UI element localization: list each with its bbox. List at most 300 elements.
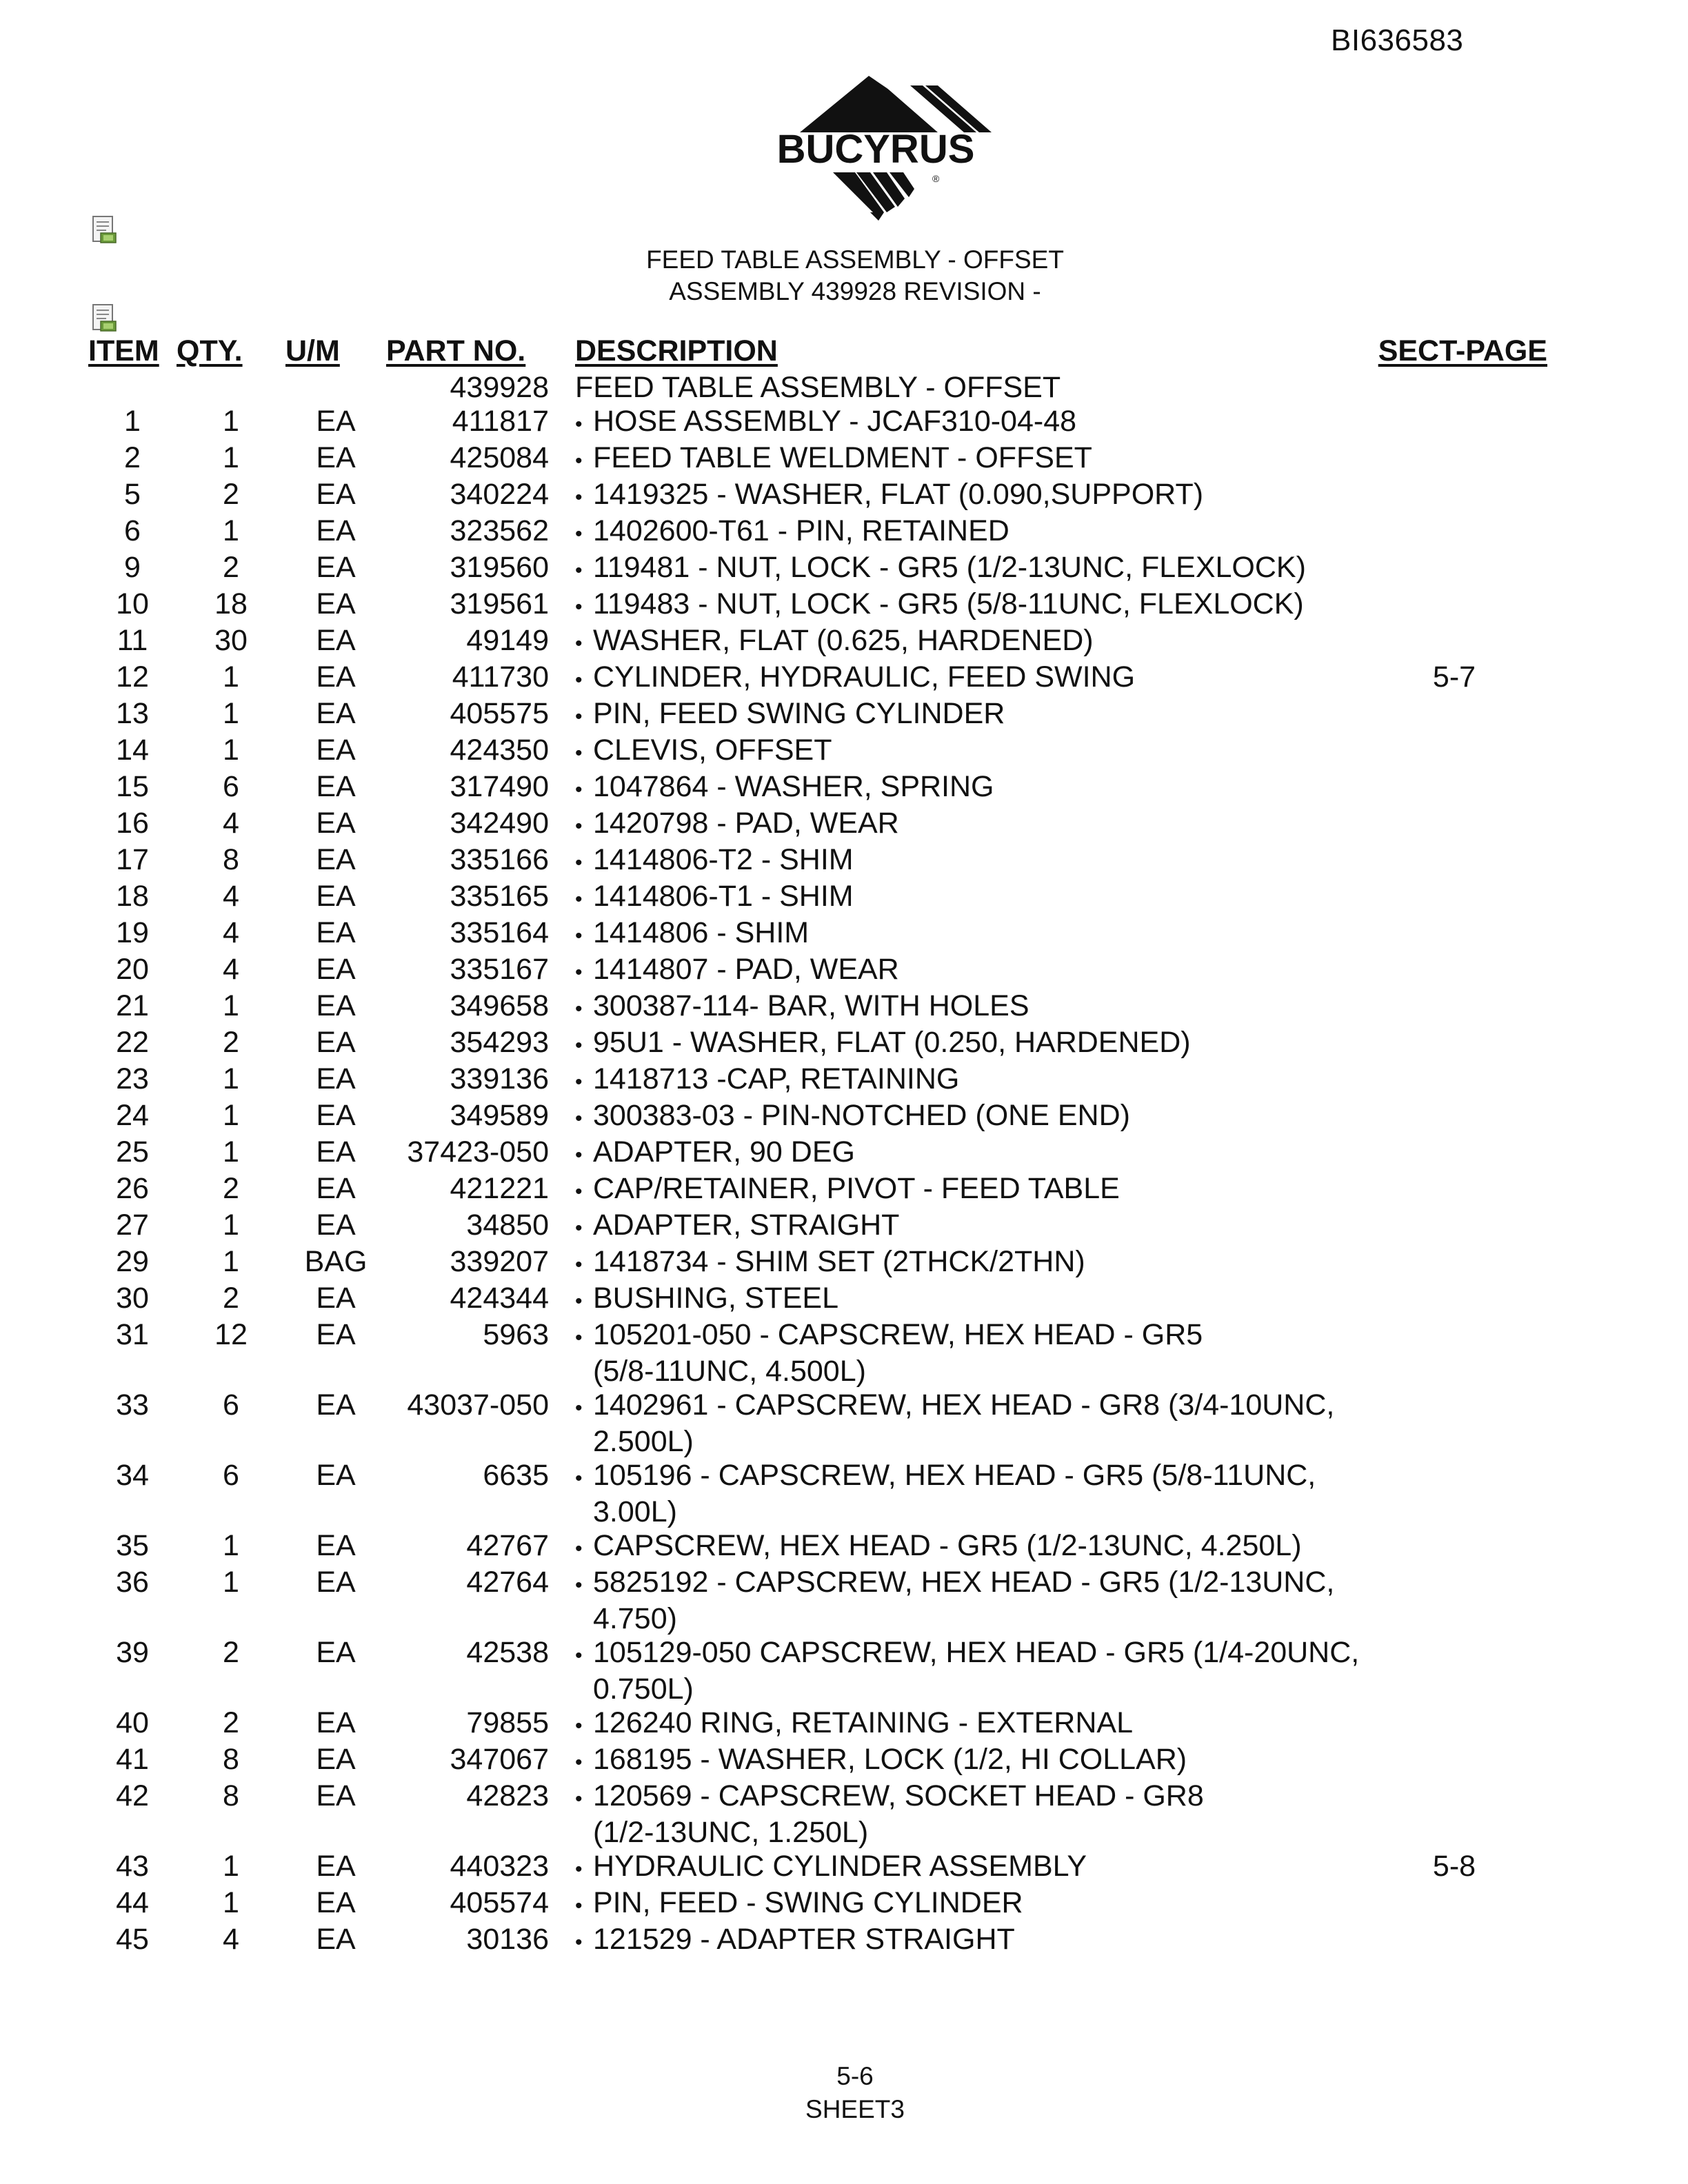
description-cell [575, 1850, 1361, 1886]
description: 105196 - CAPSCREW, HEX HEAD - GR5 (5/8-11UNC, [593, 1459, 1316, 1492]
description: 121529 - ADAPTER STRAIGHT [593, 1923, 1015, 1956]
unit-of-measure: EA [316, 478, 356, 511]
item-number: 34 [116, 1459, 149, 1492]
part-number: 421221 [450, 1172, 549, 1205]
description-cell [575, 1459, 1361, 1529]
item-number: 45 [116, 1923, 149, 1956]
svg-text:®: ® [932, 173, 940, 184]
item-number: 6 [124, 514, 141, 547]
unit-of-measure: EA [316, 1026, 356, 1059]
sect-page-ref [1361, 1209, 1547, 1245]
sect-page-ref [1361, 514, 1547, 551]
description: 5825192 - CAPSCREW, HEX HEAD - GR5 (1/2-13UNC, [593, 1566, 1335, 1599]
part-number: 440323 [450, 1850, 549, 1883]
description: CLEVIS, OFFSET [593, 734, 832, 767]
part-number: 319561 [450, 587, 549, 620]
bullet-icon: • [575, 705, 583, 728]
quantity: 2 [223, 1706, 239, 1739]
part-number: 424344 [450, 1282, 549, 1315]
bullet-icon: • [575, 486, 583, 509]
quantity: 30 [214, 624, 248, 657]
unit-of-measure: EA [316, 1886, 356, 1919]
table-row [88, 880, 1547, 916]
description-cell [575, 1318, 1361, 1388]
bullet-icon: • [575, 1144, 583, 1166]
bullet-icon: • [575, 815, 583, 838]
quantity: 12 [214, 1318, 248, 1351]
sect-page-ref [1361, 1529, 1547, 1566]
item-number: 5 [124, 478, 141, 511]
bullet-icon: • [575, 449, 583, 472]
part-number: 6635 [483, 1459, 549, 1492]
description-cell [575, 551, 1361, 587]
quantity: 1 [223, 1099, 239, 1132]
description-continuation: (1/2-13UNC, 1.250L) [593, 1816, 869, 1849]
quantity: 1 [223, 405, 239, 438]
sect-page-ref [1361, 989, 1547, 1026]
description-cell [575, 478, 1361, 514]
table-row [88, 1886, 1547, 1923]
assembly-part-no: 439928 [450, 371, 549, 404]
title-line-2: ASSEMBLY 439928 REVISION - [669, 277, 1041, 305]
description: 1414807 - PAD, WEAR [593, 953, 899, 986]
column-header-qty: QTY. [177, 334, 243, 367]
part-number: 335166 [450, 843, 549, 876]
part-number: 42823 [466, 1779, 549, 1812]
bullet-icon: • [575, 888, 583, 911]
unit-of-measure: EA [316, 405, 356, 438]
quantity: 1 [223, 441, 239, 474]
sect-page-ref [1361, 1099, 1547, 1135]
quantity: 1 [223, 697, 239, 730]
quantity: 2 [223, 478, 239, 511]
description-cell [575, 660, 1361, 697]
unit-of-measure: EA [316, 1743, 356, 1776]
table-row [88, 1779, 1547, 1850]
item-number: 35 [116, 1529, 149, 1562]
table-row [88, 734, 1547, 770]
unit-of-measure: EA [316, 624, 356, 657]
bullet-icon: • [575, 1574, 583, 1597]
sect-page-ref [1361, 1245, 1547, 1282]
bullet-icon: • [575, 1034, 583, 1057]
bullet-icon: • [575, 523, 583, 545]
sect-page-ref [1361, 770, 1547, 807]
description-cell [575, 1566, 1361, 1636]
quantity: 18 [214, 587, 248, 620]
part-number: 42767 [466, 1529, 549, 1562]
column-header-description: DESCRIPTION [575, 334, 778, 367]
item-number: 27 [116, 1209, 149, 1242]
sect-page-ref [1361, 1459, 1547, 1529]
column-header-um: U/M [285, 334, 340, 367]
sect-page-ref [1361, 916, 1547, 953]
table-row [88, 551, 1547, 587]
part-number: 37423-050 [407, 1135, 549, 1169]
description-cell [575, 1779, 1361, 1850]
part-number: 335164 [450, 916, 549, 949]
description-cell [575, 1026, 1361, 1062]
unit-of-measure: BAG [304, 1245, 368, 1278]
part-number: 335165 [450, 880, 549, 913]
description-continuation: 2.500L) [593, 1425, 694, 1458]
description: 1047864 - WASHER, SPRING [593, 770, 994, 803]
part-number: 42764 [466, 1566, 549, 1599]
bullet-icon: • [575, 1071, 583, 1093]
sect-page-ref [1361, 405, 1547, 441]
document-icon[interactable] [91, 215, 119, 245]
sect-page-ref [1361, 441, 1547, 478]
unit-of-measure: EA [316, 989, 356, 1022]
item-number: 2 [124, 441, 141, 474]
unit-of-measure: EA [316, 1706, 356, 1739]
item-number: 18 [116, 880, 149, 913]
table-row [88, 843, 1547, 880]
item-number: 15 [116, 770, 149, 803]
item-number: 31 [116, 1318, 149, 1351]
part-number: 319560 [450, 551, 549, 584]
item-number: 26 [116, 1172, 149, 1205]
assembly-description: FEED TABLE ASSEMBLY - OFFSET [575, 371, 1061, 404]
unit-of-measure: EA [316, 1135, 356, 1169]
description-cell [575, 880, 1361, 916]
quantity: 1 [223, 1245, 239, 1278]
bullet-icon: • [575, 1715, 583, 1737]
bullet-icon: • [575, 1107, 583, 1130]
quantity: 1 [223, 660, 239, 694]
table-row [88, 660, 1547, 697]
table-row [88, 1743, 1547, 1779]
table-row [88, 916, 1547, 953]
quantity: 4 [223, 916, 239, 949]
table-row [88, 1923, 1547, 1959]
part-number: 30136 [466, 1923, 549, 1956]
description: 1418734 - SHIM SET (2THCK/2THN) [593, 1245, 1085, 1278]
bullet-icon: • [575, 669, 583, 691]
item-number: 43 [116, 1850, 149, 1883]
bullet-icon: • [575, 998, 583, 1020]
item-number: 21 [116, 989, 149, 1022]
sect-page-ref [1361, 1062, 1547, 1099]
table-header-row [88, 332, 1547, 371]
bullet-icon: • [575, 1397, 583, 1419]
table-row [88, 1636, 1547, 1706]
table-row [88, 697, 1547, 734]
unit-of-measure: EA [316, 697, 356, 730]
sect-page-ref [1361, 1566, 1547, 1636]
description-cell [575, 1172, 1361, 1209]
quantity: 2 [223, 1636, 239, 1669]
part-number: 43037-050 [407, 1388, 549, 1422]
part-number: 342490 [450, 807, 549, 840]
quantity: 2 [223, 1026, 239, 1059]
bullet-icon: • [575, 596, 583, 618]
item-number: 25 [116, 1135, 149, 1169]
item-number: 40 [116, 1706, 149, 1739]
table-row [88, 441, 1547, 478]
description: HOSE ASSEMBLY - JCAF310-04-48 [593, 405, 1077, 438]
quantity: 2 [223, 1282, 239, 1315]
sect-page-ref [1361, 478, 1547, 514]
description-cell [575, 1743, 1361, 1779]
table-row [88, 587, 1547, 624]
unit-of-measure: EA [316, 1850, 356, 1883]
item-number: 23 [116, 1062, 149, 1095]
description: 1414806-T2 - SHIM [593, 843, 854, 876]
document-icon[interactable] [91, 303, 119, 334]
description: 105201-050 - CAPSCREW, HEX HEAD - GR5 [593, 1318, 1203, 1351]
quantity: 8 [223, 1779, 239, 1812]
description: PIN, FEED - SWING CYLINDER [593, 1886, 1023, 1919]
quantity: 1 [223, 1135, 239, 1169]
quantity: 1 [223, 1850, 239, 1883]
description-cell [575, 1062, 1361, 1099]
item-number: 44 [116, 1886, 149, 1919]
column-header-item: ITEM [88, 334, 159, 367]
item-number: 11 [117, 624, 148, 657]
description-cell [575, 587, 1361, 624]
description: 1414806-T1 - SHIM [593, 880, 854, 913]
sect-page-ref [1361, 587, 1547, 624]
sect-page-ref [1361, 1135, 1547, 1172]
quantity: 1 [223, 989, 239, 1022]
item-number: 22 [116, 1026, 149, 1059]
table-row [88, 1172, 1547, 1209]
description-cell [575, 1923, 1361, 1959]
parts-table-body [88, 371, 1547, 1959]
table-row [88, 1245, 1547, 1282]
bullet-icon: • [575, 1467, 583, 1490]
description: 120569 - CAPSCREW, SOCKET HEAD - GR8 [593, 1779, 1204, 1812]
bullet-icon: • [575, 1217, 583, 1240]
description-cell [575, 843, 1361, 880]
quantity: 8 [223, 1743, 239, 1776]
table-row [88, 1566, 1547, 1636]
description: 300387-114- BAR, WITH HOLES [593, 989, 1029, 1022]
bullet-icon: • [575, 1180, 583, 1203]
part-number: 411817 [452, 405, 549, 438]
description: 1402600-T61 - PIN, RETAINED [593, 514, 1009, 547]
table-row [88, 1282, 1547, 1318]
unit-of-measure: EA [316, 1779, 356, 1812]
unit-of-measure: EA [316, 843, 356, 876]
item-number: 1 [124, 405, 141, 438]
description-cell [575, 807, 1361, 843]
table-row [88, 1062, 1547, 1099]
unit-of-measure: EA [316, 587, 356, 620]
quantity: 1 [223, 1886, 239, 1919]
bullet-icon: • [575, 778, 583, 801]
bullet-icon: • [575, 1858, 583, 1881]
quantity: 8 [223, 843, 239, 876]
part-number: 411730 [452, 660, 549, 694]
sect-page-ref [1361, 807, 1547, 843]
sect-page-ref [1361, 1318, 1547, 1388]
table-row [88, 807, 1547, 843]
item-number: 29 [116, 1245, 149, 1278]
parts-table [88, 332, 1547, 1959]
unit-of-measure: EA [316, 1099, 356, 1132]
description: HYDRAULIC CYLINDER ASSEMBLY [593, 1850, 1087, 1883]
description: 300383-03 - PIN-NOTCHED (ONE END) [593, 1099, 1130, 1132]
table-row [88, 770, 1547, 807]
sect-page-ref [1361, 1388, 1547, 1459]
part-number: 335167 [450, 953, 549, 986]
table-row [88, 1529, 1547, 1566]
description-continuation: 4.750) [593, 1602, 677, 1635]
bullet-icon: • [575, 1931, 583, 1954]
quantity: 4 [223, 1923, 239, 1956]
item-number: 13 [116, 697, 149, 730]
part-number: 79855 [466, 1706, 549, 1739]
assembly-row [88, 371, 1547, 405]
table-row [88, 1209, 1547, 1245]
description-cell [575, 1706, 1361, 1743]
description-cell [575, 441, 1361, 478]
item-number: 24 [116, 1099, 149, 1132]
description-cell [575, 1282, 1361, 1318]
description-continuation: 3.00L) [593, 1495, 677, 1528]
description: 1402961 - CAPSCREW, HEX HEAD - GR8 (3/4-10UNC, [593, 1388, 1335, 1422]
description: PIN, FEED SWING CYLINDER [593, 697, 1005, 730]
sect-page-ref [1361, 1026, 1547, 1062]
bullet-icon: • [575, 559, 583, 582]
unit-of-measure: EA [316, 441, 356, 474]
quantity: 6 [223, 1388, 239, 1422]
part-number: 354293 [450, 1026, 549, 1059]
description: CAPSCREW, HEX HEAD - GR5 (1/2-13UNC, 4.250L) [593, 1529, 1302, 1562]
bucyrus-logo-graphic [752, 72, 1000, 223]
page-number: 5-6 [836, 2062, 874, 2090]
item-number: 16 [116, 807, 149, 840]
unit-of-measure: EA [316, 1172, 356, 1205]
unit-of-measure: EA [316, 551, 356, 584]
sect-page-ref [1361, 551, 1547, 587]
description: FEED TABLE WELDMENT - OFFSET [593, 441, 1092, 474]
sect-page-ref [1361, 1779, 1547, 1850]
table-row [88, 514, 1547, 551]
bullet-icon: • [575, 742, 583, 765]
logo-wordmark: BUCYRUS [776, 127, 975, 172]
table-row [88, 989, 1547, 1026]
part-number: 317490 [450, 770, 549, 803]
quantity: 2 [223, 1172, 239, 1205]
description: 119483 - NUT, LOCK - GR5 (5/8-11UNC, FLEXLOCK) [593, 587, 1304, 620]
item-number: 30 [116, 1282, 149, 1315]
unit-of-measure: EA [316, 807, 356, 840]
item-number: 36 [116, 1566, 149, 1599]
unit-of-measure: EA [316, 660, 356, 694]
title-line-1: FEED TABLE ASSEMBLY - OFFSET [646, 245, 1064, 274]
part-number: 340224 [450, 478, 549, 511]
description: WASHER, FLAT (0.625, HARDENED) [593, 624, 1094, 657]
table-row [88, 1459, 1547, 1529]
description-continuation: 0.750L) [593, 1672, 694, 1706]
sect-page-ref [1361, 1886, 1547, 1923]
sect-page-ref [1361, 953, 1547, 989]
description: CAP/RETAINER, PIVOT - FEED TABLE [593, 1172, 1120, 1205]
table-row [88, 953, 1547, 989]
description: 95U1 - WASHER, FLAT (0.250, HARDENED) [593, 1026, 1191, 1059]
description: 1419325 - WASHER, FLAT (0.090,SUPPORT) [593, 478, 1204, 511]
item-number: 42 [116, 1779, 149, 1812]
description-cell [575, 1245, 1361, 1282]
part-number: 347067 [450, 1743, 549, 1776]
bullet-icon: • [575, 961, 583, 984]
unit-of-measure: EA [316, 734, 356, 767]
page-footer [0, 2060, 1688, 2126]
item-number: 10 [116, 587, 149, 620]
description-cell [575, 953, 1361, 989]
item-number: 17 [116, 843, 149, 876]
unit-of-measure: EA [316, 1529, 356, 1562]
unit-of-measure: EA [316, 1636, 356, 1669]
part-number: 425084 [450, 441, 549, 474]
sect-page-ref[interactable]: 5-8 [1432, 1850, 1476, 1883]
description-cell [575, 405, 1361, 441]
description: 1414806 - SHIM [593, 916, 810, 949]
part-number: 405575 [450, 697, 549, 730]
column-header-sect-page: SECT-PAGE [1378, 334, 1547, 367]
description-cell [575, 624, 1361, 660]
quantity: 1 [223, 1529, 239, 1562]
unit-of-measure: EA [316, 1459, 356, 1492]
sect-page-ref[interactable]: 5-7 [1432, 660, 1476, 694]
part-number: 349658 [450, 989, 549, 1022]
item-number: 9 [124, 551, 141, 584]
sect-page-ref [1361, 1706, 1547, 1743]
sect-page-ref [1361, 1743, 1547, 1779]
quantity: 6 [223, 1459, 239, 1492]
description: BUSHING, STEEL [593, 1282, 839, 1315]
unit-of-measure: EA [316, 880, 356, 913]
unit-of-measure: EA [316, 1388, 356, 1422]
unit-of-measure: EA [316, 1923, 356, 1956]
sect-page-ref [1361, 734, 1547, 770]
bullet-icon: • [575, 1290, 583, 1313]
description-cell [575, 1388, 1361, 1459]
bullet-icon: • [575, 851, 583, 874]
quantity: 6 [223, 770, 239, 803]
table-row [88, 1388, 1547, 1459]
table-row [88, 1135, 1547, 1172]
description: ADAPTER, 90 DEG [593, 1135, 855, 1169]
description-continuation: (5/8-11UNC, 4.500L) [593, 1355, 866, 1388]
description-cell [575, 1529, 1361, 1566]
description: 1420798 - PAD, WEAR [593, 807, 899, 840]
item-number: 14 [116, 734, 149, 767]
part-number: 349589 [450, 1099, 549, 1132]
table-row [88, 1026, 1547, 1062]
table-row [88, 1099, 1547, 1135]
bullet-icon: • [575, 1644, 583, 1667]
bullet-icon: • [575, 632, 583, 655]
description-cell [575, 916, 1361, 953]
description-cell [575, 770, 1361, 807]
part-number: 49149 [466, 624, 549, 657]
description-cell [575, 1886, 1361, 1923]
table-row [88, 1850, 1547, 1886]
bucyrus-logo [752, 72, 1000, 223]
item-number: 41 [116, 1743, 149, 1776]
column-header-part-no: PART NO. [386, 334, 526, 367]
bullet-icon: • [575, 1253, 583, 1276]
description: 1418713 -CAP, RETAINING [593, 1062, 960, 1095]
quantity: 1 [223, 514, 239, 547]
description-cell [575, 734, 1361, 770]
description-cell [575, 1135, 1361, 1172]
page-title [0, 244, 1688, 307]
